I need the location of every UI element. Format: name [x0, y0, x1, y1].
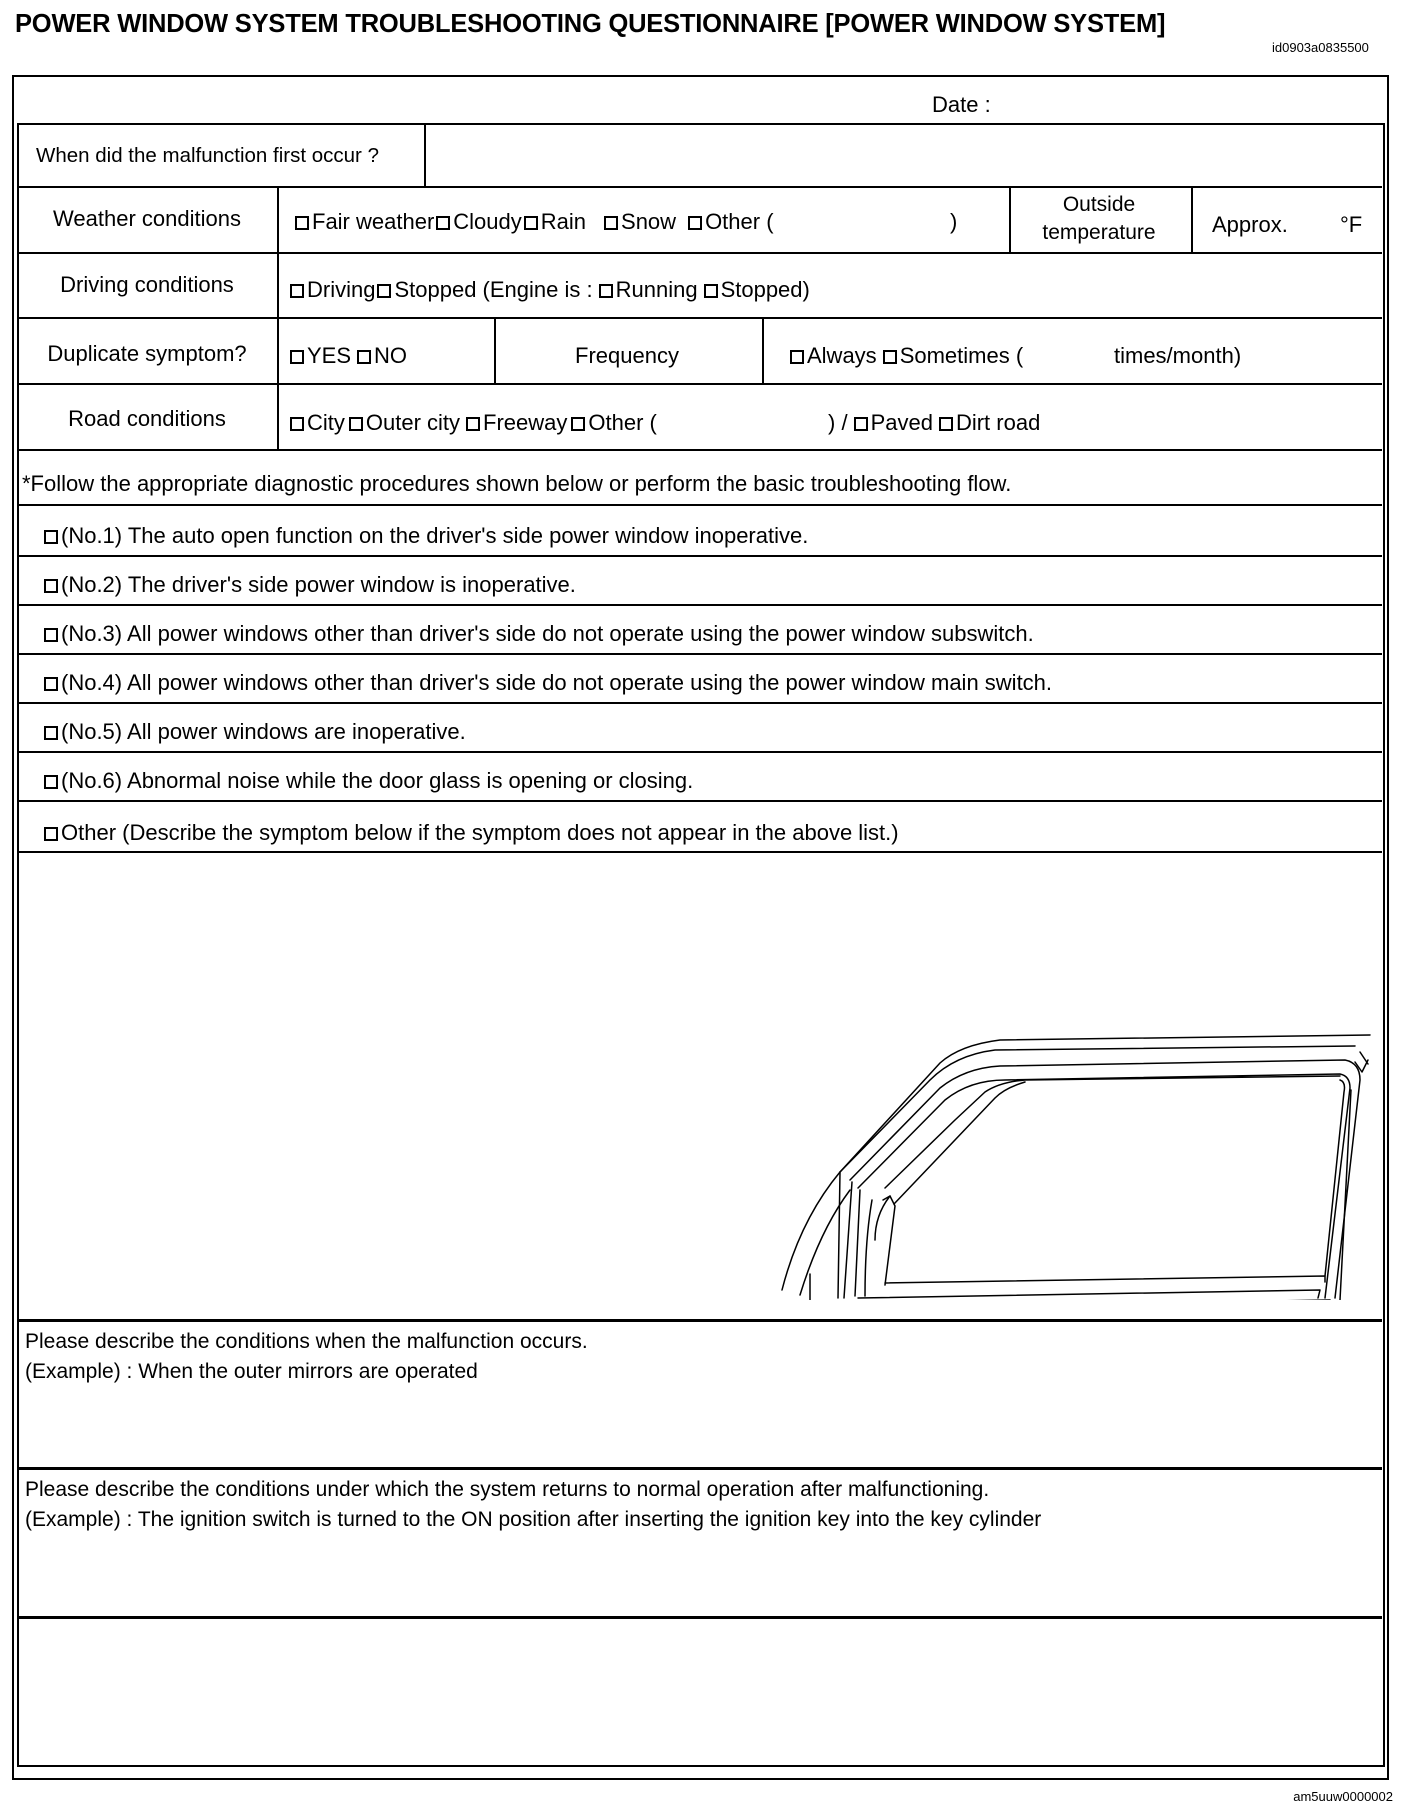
date-label: Date :	[932, 92, 991, 117]
symptom-item-other[interactable]: Other (Describe the symptom below if the symptom does not appear in the above list.)	[44, 820, 899, 846]
frequency-suffix: times/month)	[1114, 343, 1242, 368]
checkbox[interactable]	[604, 216, 618, 230]
driving-options	[290, 277, 816, 303]
image-id: am5uuw0000002	[1293, 1789, 1393, 1804]
first-occur-field[interactable]	[426, 127, 1381, 185]
weather-other-close: )	[950, 209, 958, 234]
driving-option-driving[interactable]: Driving	[290, 277, 375, 303]
checkbox[interactable]	[377, 284, 391, 298]
recovery-conditions-prompt: Please describe the conditions under which the system returns to normal operation after malfunctioning.	[25, 1478, 990, 1501]
weather-option-snow[interactable]: Snow	[604, 209, 676, 235]
checkbox[interactable]	[854, 417, 868, 431]
date-field[interactable]	[1010, 84, 1380, 120]
road-option-outer-city[interactable]: Outer city	[349, 410, 460, 436]
weather-option-other[interactable]: Other (	[688, 209, 773, 235]
road-options	[290, 410, 663, 436]
road-option-other[interactable]: Other (	[571, 410, 656, 436]
checkbox[interactable]	[290, 284, 304, 298]
outside-temp-label: Outside temperature	[1042, 193, 1156, 244]
road-label: Road conditions	[68, 406, 226, 431]
duplicate-option-no[interactable]: NO	[357, 343, 407, 369]
symptom-item-4[interactable]: (No.4) All power windows other than driver's side do not operate using the power window main switch.	[44, 670, 1052, 696]
duplicate-options	[290, 343, 413, 369]
road-option-paved[interactable]: Paved	[854, 410, 933, 436]
checkbox[interactable]	[688, 216, 702, 230]
weather-option-fair[interactable]: Fair weather	[295, 209, 434, 235]
road-options-surface: ) / Paved Dirt road	[828, 410, 1041, 435]
checkbox[interactable]	[436, 216, 450, 230]
checkbox[interactable]	[44, 677, 58, 691]
checkbox[interactable]	[290, 417, 304, 431]
engine-option-stopped[interactable]: Stopped)	[704, 277, 810, 303]
checkbox[interactable]	[524, 216, 538, 230]
road-option-dirt[interactable]: Dirt road	[939, 410, 1040, 436]
temperature-field[interactable]	[1295, 192, 1337, 248]
weather-options	[295, 209, 780, 235]
duplicate-option-yes[interactable]: YES	[290, 343, 351, 369]
checkbox[interactable]	[44, 628, 58, 642]
symptom-item-3[interactable]: (No.3) All power windows other than driver's side do not operate using the power window subswitch.	[44, 621, 1034, 647]
recovery-conditions-field[interactable]	[20, 1540, 1382, 1614]
frequency-options	[790, 343, 1029, 369]
duplicate-label: Duplicate symptom?	[47, 341, 247, 366]
malfunction-conditions-field[interactable]	[20, 1390, 1382, 1465]
symptom-item-5[interactable]: (No.5) All power windows are inoperative.	[44, 719, 466, 745]
first-occur-label: When did the malfunction first occur ?	[36, 144, 379, 167]
frequency-option-always[interactable]: Always	[790, 343, 877, 369]
checkbox[interactable]	[571, 417, 585, 431]
malfunction-conditions-prompt: Please describe the conditions when the malfunction occurs.	[25, 1330, 588, 1353]
approx-label: Approx.	[1212, 212, 1288, 237]
checkbox[interactable]	[295, 216, 309, 230]
checkbox[interactable]	[599, 284, 613, 298]
weather-option-cloudy[interactable]: Cloudy	[436, 209, 521, 235]
notes-field[interactable]	[20, 1619, 1382, 1764]
temperature-unit: °F	[1340, 212, 1363, 237]
symptom-item-6[interactable]: (No.6) Abnormal noise while the door glass is opening or closing.	[44, 768, 693, 794]
checkbox[interactable]	[357, 350, 371, 364]
symptom-item-2[interactable]: (No.2) The driver's side power window is inoperative.	[44, 572, 576, 598]
malfunction-conditions-example: (Example) : When the outer mirrors are operated	[25, 1360, 478, 1383]
engine-option-running[interactable]: Running	[599, 277, 698, 303]
driving-label: Driving conditions	[60, 272, 234, 297]
weather-option-rain[interactable]: Rain	[524, 209, 586, 235]
weather-label: Weather conditions	[53, 206, 241, 231]
checkbox[interactable]	[44, 726, 58, 740]
checkbox[interactable]	[466, 417, 480, 431]
instruction-text: *Follow the appropriate diagnostic procedures shown below or perform the basic troubleshooting flow.	[22, 471, 1012, 496]
checkbox[interactable]	[44, 775, 58, 789]
frequency-option-sometimes[interactable]: Sometimes (	[883, 343, 1023, 369]
frequency-label: Frequency	[575, 343, 679, 368]
page-title: POWER WINDOW SYSTEM TROUBLESHOOTING QUESTIONNAIRE [POWER WINDOW SYSTEM]	[15, 10, 1166, 38]
checkbox[interactable]	[349, 417, 363, 431]
checkbox[interactable]	[704, 284, 718, 298]
document-id: id0903a0835500	[1272, 40, 1369, 55]
door-window-illustration	[780, 1000, 1380, 1300]
driving-option-stopped[interactable]: Stopped (Engine is :	[377, 277, 592, 303]
road-option-city[interactable]: City	[290, 410, 345, 436]
checkbox[interactable]	[44, 530, 58, 544]
checkbox[interactable]	[44, 827, 58, 841]
checkbox[interactable]	[44, 579, 58, 593]
checkbox[interactable]	[790, 350, 804, 364]
recovery-conditions-example: (Example) : The ignition switch is turned to the ON position after inserting the ignition key into the key cylinder	[25, 1508, 1042, 1531]
checkbox[interactable]	[290, 350, 304, 364]
checkbox[interactable]	[939, 417, 953, 431]
checkbox[interactable]	[883, 350, 897, 364]
symptom-item-1[interactable]: (No.1) The auto open function on the driver's side power window inoperative.	[44, 523, 808, 549]
road-option-freeway[interactable]: Freeway	[466, 410, 567, 436]
